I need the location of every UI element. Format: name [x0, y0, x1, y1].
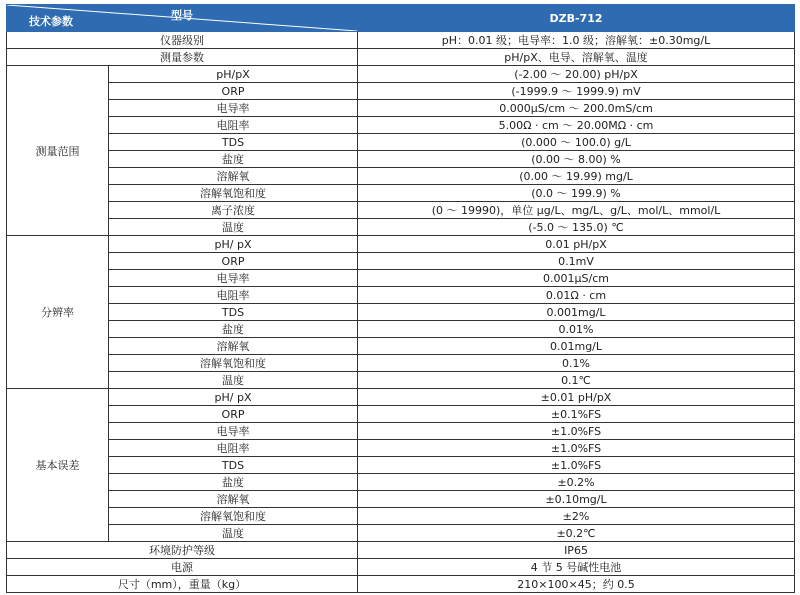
param-value: 0.01 pH/pX	[358, 236, 795, 253]
table-row	[7, 525, 795, 542]
table-row	[7, 559, 795, 576]
row-label: 环境防护等级	[7, 542, 358, 559]
param-name: TDS	[109, 457, 358, 474]
row-label: 测量参数	[7, 49, 358, 66]
row-value: pH：0.01 级；电导率：1.0 级；溶解氧：±0.30mg/L	[358, 32, 795, 49]
param-value: ±1.0%FS	[358, 423, 795, 440]
param-value: (0.00 ～ 8.00) %	[358, 151, 795, 168]
section-title: 基本误差	[7, 389, 109, 542]
param-value: ±2%	[358, 508, 795, 525]
param-value: (-5.0 ～ 135.0) ℃	[358, 219, 795, 236]
table-row	[7, 457, 795, 474]
param-name: TDS	[109, 134, 358, 151]
param-name: 电阻率	[109, 117, 358, 134]
param-value: (0 ～ 19990)，单位 μg/L、mg/L、g/L、mol/L、mmol/L	[358, 202, 795, 219]
row-label: 仪器级别	[7, 32, 358, 49]
spec-table	[6, 4, 795, 593]
model-name: DZB-712	[358, 5, 795, 32]
param-name: 温度	[109, 219, 358, 236]
table-row	[7, 100, 795, 117]
param-name: TDS	[109, 304, 358, 321]
param-value: ±0.1%FS	[358, 406, 795, 423]
param-value: (-1999.9 ～ 1999.9) mV	[358, 83, 795, 100]
param-value: 5.00Ω · cm ～ 20.00MΩ · cm	[358, 117, 795, 134]
row-label: 尺寸（mm），重量（kg）	[7, 576, 358, 593]
table-row	[7, 338, 795, 355]
table-row	[7, 202, 795, 219]
param-value: ±1.0%FS	[358, 457, 795, 474]
param-value: (0.000 ～ 100.0) g/L	[358, 134, 795, 151]
param-value: ±1.0%FS	[358, 440, 795, 457]
table-row	[7, 406, 795, 423]
param-name: 溶解氧饱和度	[109, 355, 358, 372]
param-value: 0.1℃	[358, 372, 795, 389]
param-name: ORP	[109, 83, 358, 100]
corner-label-params: 技术参数	[29, 15, 73, 28]
param-name: 温度	[109, 525, 358, 542]
param-name: 溶解氧	[109, 491, 358, 508]
header-corner-cell	[7, 5, 358, 32]
param-value: 0.000μS/cm ～ 200.0mS/cm	[358, 100, 795, 117]
param-name: 电导率	[109, 270, 358, 287]
param-value: 0.1%	[358, 355, 795, 372]
corner-label-model: 型号	[171, 9, 193, 22]
table-row	[7, 253, 795, 270]
table-row	[7, 440, 795, 457]
table-row	[7, 372, 795, 389]
table-row	[7, 287, 795, 304]
param-value: ±0.2℃	[358, 525, 795, 542]
param-name: ORP	[109, 253, 358, 270]
table-row	[7, 134, 795, 151]
param-value: 0.01%	[358, 321, 795, 338]
param-name: 盐度	[109, 321, 358, 338]
param-value: (0.00 ～ 19.99) mg/L	[358, 168, 795, 185]
table-row	[7, 508, 795, 525]
param-value: 0.001mg/L	[358, 304, 795, 321]
table-row	[7, 321, 795, 338]
param-name: 电导率	[109, 100, 358, 117]
table-row	[7, 117, 795, 134]
table-row	[7, 151, 795, 168]
param-name: 溶解氧饱和度	[109, 185, 358, 202]
table-row	[7, 49, 795, 66]
param-name: pH/ pX	[109, 389, 358, 406]
param-value: ±0.01 pH/pX	[358, 389, 795, 406]
table-row	[7, 236, 795, 253]
param-name: 溶解氧	[109, 338, 358, 355]
param-value: 0.001μS/cm	[358, 270, 795, 287]
table-row	[7, 83, 795, 100]
param-name: 电阻率	[109, 287, 358, 304]
row-value: 4 节 5 号碱性电池	[358, 559, 795, 576]
table-row	[7, 185, 795, 202]
param-value: ±0.2%	[358, 474, 795, 491]
param-name: pH/ pX	[109, 236, 358, 253]
param-value: 0.01mg/L	[358, 338, 795, 355]
spec-body	[7, 32, 795, 593]
param-value: (0.0 ～ 199.9) %	[358, 185, 795, 202]
table-row	[7, 270, 795, 287]
param-name: 盐度	[109, 151, 358, 168]
row-label: 电源	[7, 559, 358, 576]
param-name: 温度	[109, 372, 358, 389]
table-row	[7, 32, 795, 49]
param-value: 0.1mV	[358, 253, 795, 270]
param-name: 溶解氧	[109, 168, 358, 185]
table-row	[7, 423, 795, 440]
table-row	[7, 66, 795, 83]
section-title: 测量范围	[7, 66, 109, 236]
param-name: 溶解氧饱和度	[109, 508, 358, 525]
param-name: 盐度	[109, 474, 358, 491]
table-row	[7, 474, 795, 491]
param-value: ±0.10mg/L	[358, 491, 795, 508]
param-name: 电阻率	[109, 440, 358, 457]
param-value: 0.01Ω · cm	[358, 287, 795, 304]
section-title: 分辨率	[7, 236, 109, 389]
row-value: IP65	[358, 542, 795, 559]
table-row	[7, 389, 795, 406]
param-name: 电导率	[109, 423, 358, 440]
table-row	[7, 219, 795, 236]
param-name: 离子浓度	[109, 202, 358, 219]
table-row	[7, 304, 795, 321]
param-name: pH/pX	[109, 66, 358, 83]
header-row	[7, 5, 795, 32]
table-row	[7, 576, 795, 593]
param-value: (-2.00 ～ 20.00) pH/pX	[358, 66, 795, 83]
table-row	[7, 355, 795, 372]
row-value: pH/pX、电导、溶解氧、温度	[358, 49, 795, 66]
table-row	[7, 542, 795, 559]
table-row	[7, 168, 795, 185]
param-name: ORP	[109, 406, 358, 423]
table-row	[7, 491, 795, 508]
row-value: 210×100×45；约 0.5	[358, 576, 795, 593]
